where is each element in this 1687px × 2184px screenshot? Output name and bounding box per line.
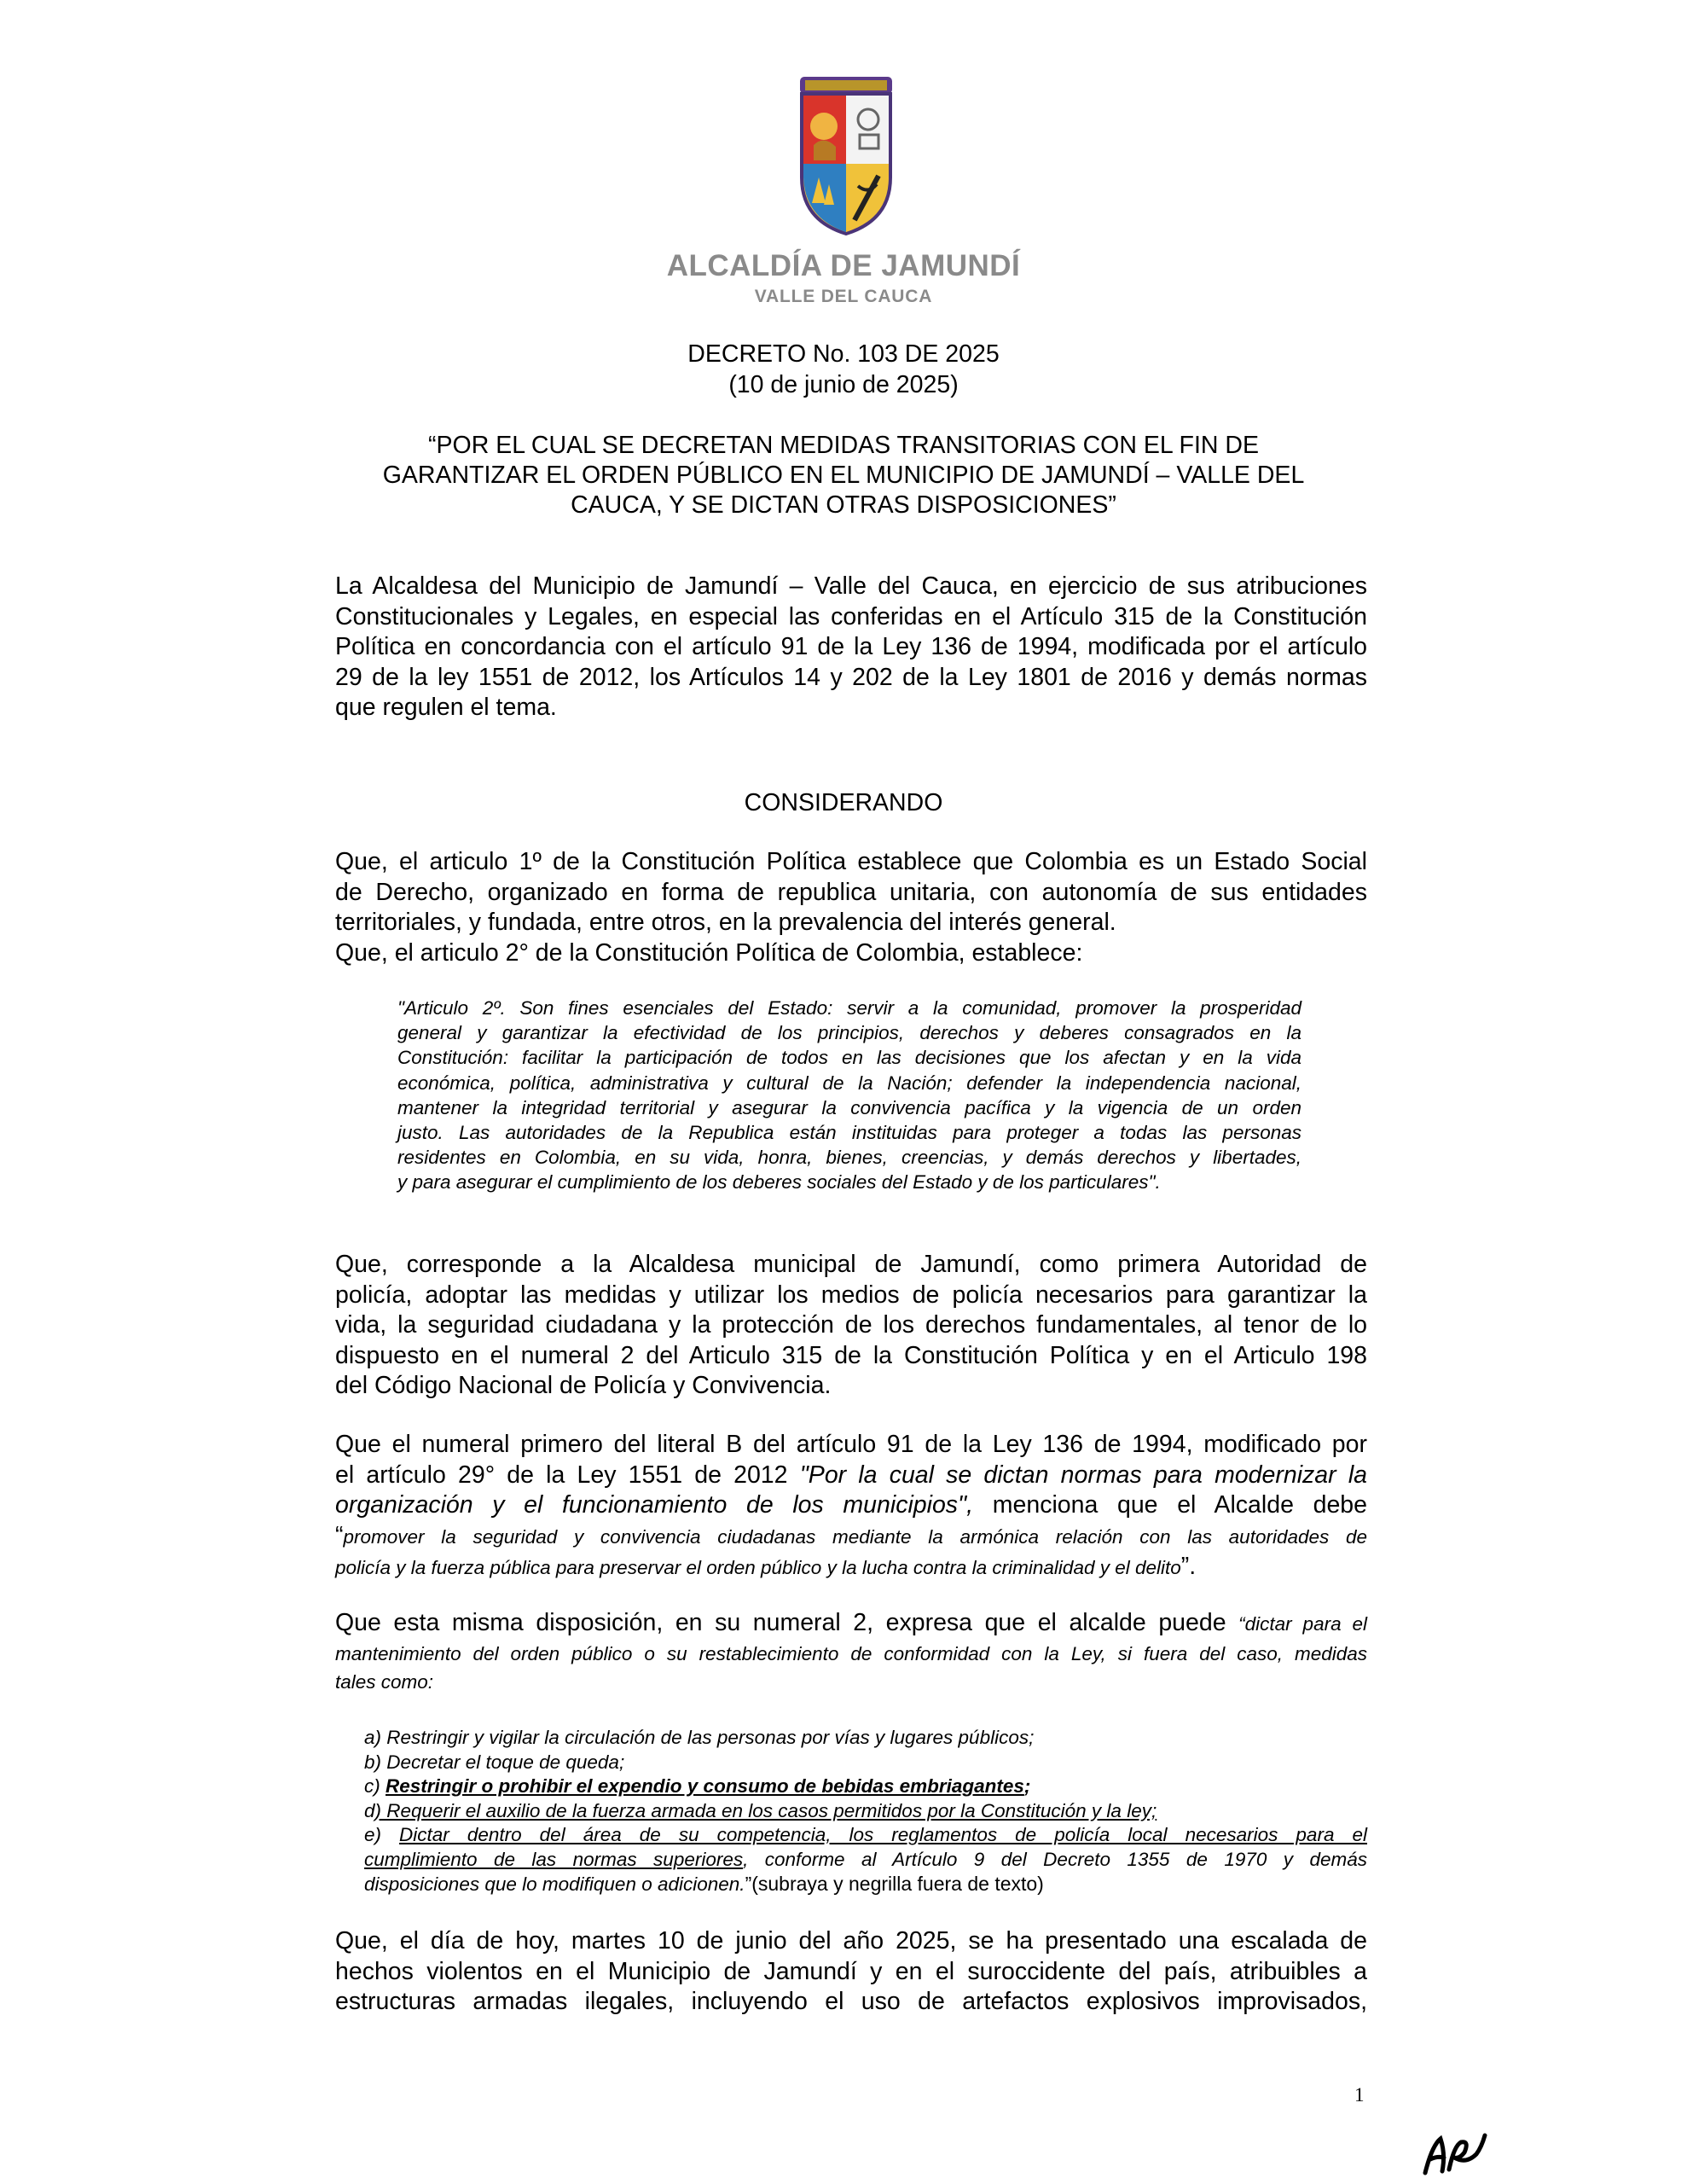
decree-title-line: “POR EL CUAL SE DECRETAN MEDIDAS TRANSITORIAS CON EL FIN DE — [428, 432, 1259, 459]
text-line — [335, 1521, 1367, 1553]
underlined-measure: ) Requerir el auxilio de la fuerza armada en los casos permitidos por la Constitución y la ley; — [374, 1799, 1157, 1821]
law-citation-italic: policía y la fuerza pública para preservar el orden público y la lucha contra la criminalidad y el delito — [335, 1557, 1181, 1578]
list-item-continuation — [364, 1848, 1367, 1873]
list-item — [364, 1774, 1367, 1799]
list-item — [364, 1799, 1367, 1824]
considerando-heading: CONSIDERANDO — [744, 789, 943, 816]
measures-list — [364, 1726, 1367, 1897]
text-line: tales como: — [335, 1670, 434, 1693]
decree-date: (10 de junio de 2025) — [728, 371, 959, 398]
quote-line: y para asegurar el cumplimiento de los deberes sociales del Estado y de los particulares". — [397, 1171, 1161, 1194]
constitution-quote — [397, 996, 1301, 1195]
brand-name: ALCALDÍA DE JAMUNDÍ — [666, 249, 1021, 282]
text-line: mantenimiento del orden público o su restablecimiento de conformidad con la Ley, si fuera del caso, medidas — [335, 1642, 1367, 1664]
text-segment: el artículo 29° de la Ley 1551 de 2012 — [335, 1461, 800, 1489]
list-item: b) Decretar el toque de queda; — [364, 1751, 625, 1773]
text-line: La Alcaldesa del Municipio de Jamundí – Valle del Cauca, en ejercicio de sus atribuciones — [335, 572, 1367, 600]
list-item — [364, 1823, 1367, 1848]
text-segment: menciona que el Alcalde debe — [973, 1491, 1367, 1519]
considerando-paragraph-4 — [335, 1430, 1367, 1583]
text-line: vida, la seguridad ciudadana y la protección de los derechos fundamentales, al tenor de lo — [335, 1311, 1367, 1339]
text-segment: Que esta misma disposición, en su numeral 2, expresa que el alcalde puede — [335, 1609, 1239, 1636]
law-citation-italic: “dictar para el — [1238, 1613, 1367, 1635]
text-line: Que, el articulo 2° de la Constitución Política de Colombia, establece: — [335, 938, 1083, 967]
text-line — [335, 1461, 1367, 1491]
considerando-paragraph-3 — [335, 1250, 1367, 1402]
text-line: dispuesto en el numeral 2 del Articulo 315 de la Constitución Política y en el Articulo 198 — [335, 1341, 1367, 1369]
coat-of-arms-icon — [798, 75, 894, 237]
law-title-italic: "Por la cual se dictan normas para modernizar la — [799, 1461, 1368, 1489]
brand-subtitle: VALLE DEL CAUCA — [754, 287, 933, 306]
quote-line: mantener la integridad territorial y asegurar la convivencia pacífica y la vigencia de un orden — [397, 1096, 1301, 1118]
law-title-italic: organización y el funcionamiento de los municipios", — [335, 1491, 974, 1519]
text-line: Que, corresponde a la Alcaldesa municipal de Jamundí, como primera Autoridad de — [335, 1251, 1367, 1278]
text-line: Constitucionales y Legales, en especial las conferidas en el Artículo 315 de la Constitución — [335, 602, 1367, 630]
text-segment: ”. — [1180, 1553, 1197, 1580]
preamble-paragraph — [335, 572, 1367, 723]
text-line: Que, el articulo 1º de la Constitución Política establece que Colombia es un Estado Social — [335, 848, 1367, 875]
text-segment: disposiciones que lo modifiquen o adicionen. — [364, 1873, 745, 1895]
text-line — [335, 1490, 1367, 1521]
text-line: Que, el día de hoy, martes 10 de junio del año 2025, se ha presentado una escalada de — [335, 1927, 1367, 1955]
decree-number: DECRETO No. 103 DE 2025 — [687, 340, 1000, 368]
text-line: Que el numeral primero del literal B del artículo 91 de la Ley 136 de 1994, modificado por — [335, 1431, 1367, 1458]
text-line: Política en concordancia con el artículo 91 de la Ley 136 de 1994, modificada por el artículo — [335, 633, 1367, 660]
text-line: hechos violentos en el Municipio de Jamundí y en el suroccidente del país, atribuibles a — [335, 1957, 1367, 1985]
considerando-paragraph-6 — [335, 1926, 1367, 2018]
underlined-measure: Dictar dentro del área de su competencia, los reglamentos de policía local necesarios para el — [399, 1824, 1367, 1845]
quote-line: general y garantizar la efectividad de los principios, derechos y deberes consagrados en la — [397, 1022, 1301, 1044]
text-segment: , conforme al Artículo 9 del Decreto 1355 de 1970 y demás — [743, 1848, 1367, 1870]
decree-title-line: CAUCA, Y SE DICTAN OTRAS DISPOSICIONES” — [571, 491, 1116, 519]
text-line: policía, adoptar las medidas y utilizar los medios de policía necesarios para garantizar la — [335, 1281, 1367, 1309]
text-segment: “ — [335, 1521, 344, 1549]
page-number: 1 — [1354, 2084, 1365, 2106]
underlined-measure: cumplimiento de las normas superiores — [364, 1848, 744, 1870]
handwritten-initials-icon — [1420, 2120, 1488, 2180]
decree-title — [0, 431, 1687, 520]
text-segment: d — [364, 1799, 375, 1821]
considerando-paragraph-1 — [335, 847, 1367, 968]
law-citation-italic: promover la seguridad y convivencia ciudadanas mediante la armónica relación con las autoridades de — [343, 1525, 1367, 1548]
emphasized-measure: Restringir o prohibir el expendio y consumo de bebidas embriagantes — [386, 1775, 1024, 1797]
text-segment: e) — [364, 1824, 400, 1845]
list-item: a) Restringir y vigilar la circulación de las personas por vías y lugares públicos; — [364, 1727, 1035, 1748]
quote-line: económica, política, administrativa y cultural de la Nación; defender la independencia nacional, — [397, 1072, 1301, 1094]
text-line: estructuras armadas ilegales, incluyendo el uso de artefactos explosivos improvisados, — [335, 1988, 1367, 2015]
decree-title-line: GARANTIZAR EL ORDEN PÚBLICO EN EL MUNICIPIO DE JAMUNDÍ – VALLE DEL — [382, 462, 1305, 489]
considerando-paragraph-5 — [335, 1608, 1367, 1696]
text-line: 29 de la ley 1551 de 2012, los Artículos 14 y 202 de la Ley 1801 de 2016 y demás normas — [335, 663, 1367, 691]
quote-line: justo. Las autoridades de la Republica están instituidas para proteger a todas las personas — [397, 1122, 1301, 1144]
text-line — [335, 1608, 1367, 1640]
text-line: del Código Nacional de Policía y Convivencia. — [335, 1372, 832, 1399]
list-item-continuation — [364, 1872, 1367, 1897]
quote-line: "Articulo 2º. Son fines esenciales del Estado: servir a la comunidad, promover la prosperidad — [397, 997, 1301, 1019]
text-segment: ; — [1023, 1775, 1031, 1797]
quote-line: residentes en Colombia, en su vida, honra, bienes, creencias, y demás derechos y libertades, — [397, 1147, 1301, 1169]
quote-line: Constitución: facilitar la participación de todos en las decisiones que los afectan y en la vida — [397, 1047, 1301, 1069]
text-line — [335, 1552, 1367, 1583]
editorial-note: ”(subraya y negrilla fuera de texto) — [745, 1873, 1044, 1895]
text-segment: c) — [364, 1775, 386, 1797]
text-line: que regulen el tema. — [335, 694, 557, 721]
text-line: de Derecho, organizado en forma de republica unitaria, con autonomía de sus entidades — [335, 878, 1367, 906]
text-line: territoriales, y fundada, entre otros, en la prevalencia del interés general. — [335, 909, 1116, 936]
